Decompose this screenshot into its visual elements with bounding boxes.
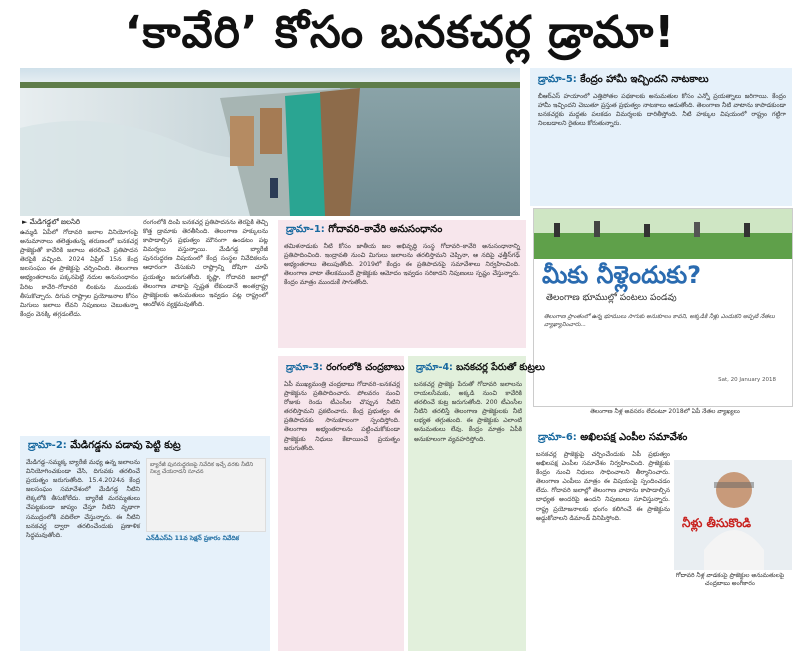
- drama4-heading: [410, 360, 545, 376]
- photo-caption: ► మేడిగడ్డలో జలసిరి: [22, 218, 81, 226]
- portrait-illustration: [674, 460, 792, 570]
- drama3-text: ఏపీ ముఖ్యమంత్రి చంద్రబాబు గోదావరి–బనకచర్ల ప్రాజెక్టును ప్రతిపాదించారు. పోలవరం నుంచి రోజుకు రెండు టీఎంసీల చొప్పున నీటిని తరలిస్తామని ప్రకటించారు. కేంద్ర ప్రభుత్వం ఈ ప్రతిపాదనకు సానుకూలంగా స్పందిస్తోంది. తెలంగాణ అభ్యంతరాలను పట్టించుకోకుండా ప్రాజెక్టుకు నిధులు కేటాయించే ప్రయత్నం జరుగుతోంది.: [284, 381, 400, 452]
- drama3-title: రంగంలోకి చంద్రబాబు: [326, 362, 405, 373]
- drama2-body: [26, 458, 140, 646]
- left-top-column: [20, 228, 138, 433]
- drama2-subheading-text: ఎన్‌డీఎస్‌ఏ 11వ సెక్షన్ ప్రకారం నివేదిక: [146, 535, 239, 542]
- clipping-subtitle: తెలంగాణ భూముల్లో పంటలు పండవు: [546, 293, 677, 303]
- mid-top-text: రంగంలోకి దింపి బనకచర్ల ప్రతిపాదనను తెరపైకి తెచ్చి కొత్త డ్రామాకు తెరతీసింది. తెలంగాణ హక్కులను కాపాడాల్సిన ప్రభుత్వం మౌనంగా ఉండటం పట్ల విమర్శలు వస్తున్నాయి. మేడిగడ్డ బ్యారేజీ పునరుద్ధరణ విషయంలో కేంద్ర సంస్థల నివేదికలను ఆధారంగా చేసుకుని రాష్ట్రాన్ని దోషిగా చూపే ప్రయత్నం జరుగుతోంది. కృష్ణా, గోదావరి జలాల్లో తెలంగాణ వాటాపై స్పష్టత లేకుండానే అంతర్రాష్ట్ర ప్రాజెక్టులకు అనుమతులు ఇవ్వడం పట్ల రాష్ట్రంలో ఆందోళన వ్యక్తమవుతోంది.: [143, 219, 268, 308]
- clipping-date: Sat, 20 January 2018: [718, 377, 776, 383]
- drama4-text: బనకచర్ల ప్రాజెక్టు పేరుతో గోదావరి జలాలను రాయలసీమకు, అక్కడి నుంచి కావేరికి తరలించే కుట్ర జరుగుతోంది. 200 టీఎంసీల నీటిని తరలిస్తే తెలంగాణ ప్రాజెక్టులకు నీటి లభ్యత తగ్గుతుంది. ఈ ప్రాజెక్టుకు ఎలాంటి అనుమతులు లేవు. కేంద్రం మాత్రం ఏపీకి అనుకూలంగా వ్యవహరిస్తోంది.: [414, 381, 522, 443]
- drama1-heading: [280, 222, 530, 238]
- drama2-tag: డ్రామా-2:: [28, 440, 67, 451]
- drama3-body: [284, 380, 400, 645]
- drama3-heading: [280, 360, 408, 376]
- drama5-body: [538, 92, 786, 202]
- left-top-text: ఉమ్మడి ఏపీలో గోదావరి జలాల వినియోగంపై అనుమానాలు తలెత్తుతున్న తరుణంలో బనకచర్ల ప్రాజెక్టుతో కావేరికి జలాలు తరలించే ప్రతిపాదన తెరపైకి వచ్చింది. 2024 ఏప్రిల్ 15న కేంద్ర జలసంఘం ఈ ప్రాజెక్టుపై చర్చించింది. తెలంగాణ అభ్యంతరాలను పక్కనపెట్టి నదుల అనుసంధానం పేరిట కావేరి–గోదావరి లింకును ముందుకు తీసుకొచ్చారు. దిగువ రాష్ట్రాల ప్రయోజనాల కోసం మిగులు జలాలు లేవని నిపుణులు చెబుతున్నా కేంద్రం వెనక్కి తగ్గడంలేదు.: [20, 229, 138, 318]
- drama1-body: [284, 242, 520, 342]
- drama3-tag: డ్రామా-3:: [286, 362, 323, 373]
- news-clipping: [533, 208, 793, 407]
- page-headline: ‘కావేరి’ కోసం బనకచర్ల డ్రామా!: [124, 7, 676, 58]
- portrait-label: నీళ్లు తీసుకొండి: [682, 516, 752, 530]
- drama2-title: మేడిగడ్డను పడావు పెట్టి కుట్ర: [70, 440, 181, 451]
- drama6-body: [536, 450, 670, 645]
- drama5-tag: డ్రామా-5:: [538, 74, 577, 85]
- drama6-heading: [532, 430, 796, 446]
- leader-portrait: [674, 460, 792, 570]
- drama1-title: గోదావరి–కావేరి అనుసంధానం: [328, 224, 443, 235]
- drama4-body: [414, 380, 522, 645]
- drama2-subheading: [146, 534, 264, 548]
- dam-illustration: [20, 68, 520, 216]
- drama2-heading: [22, 438, 274, 454]
- clipping-title: మీకు నీళ్లెందుకు?: [542, 261, 702, 289]
- drama4-tag: డ్రామా-4:: [416, 362, 453, 373]
- report-excerpt: [146, 458, 266, 532]
- portrait-caption: గోదావరి నీళ్ల వాడకంపై ప్రాజెక్టుల అనుమతులపై చంద్రబాబు అంగీకారం: [675, 572, 785, 587]
- field-photo: [534, 209, 792, 259]
- drama6-tag: డ్రామా-6:: [538, 432, 577, 443]
- drama4-title: బనకచర్ల పేరుతో కుట్రలు: [456, 362, 545, 373]
- dam-photo: [20, 68, 520, 216]
- drama5-text: బీఆర్ఎస్ హయాంలో ఎత్తిపోతల పథకాలకు అనుమతుల కోసం ఎన్నో ప్రయత్నాలు జరిగాయి. కేంద్రం హామీ ఇచ్చిందని చెబుతూ ప్రస్తుత ప్రభుత్వం నాటకాలు ఆడుతోంది. తెలంగాణ నీటి వాటాను కాపాడకుండా బనకచర్లకు మద్దతు పలకడం విమర్శలకు దారితీస్తోంది. నీటి హక్కుల విషయంలో రాష్ట్రం గట్టిగా నిలబడాలని రైతులు కోరుతున్నారు.: [538, 93, 786, 128]
- drama6-title: అఖిలపక్ష ఎంపీల సమావేశం: [580, 432, 688, 443]
- mid-top-column: [143, 218, 268, 430]
- clipping-caption: తెలంగాణ నీళ్ల అవసరం లేదంటూ 2018లో ఏపీ నేతల వ్యాఖ్యలు: [590, 408, 740, 415]
- report-excerpt-text: బ్యారేజీ పునరుద్ధరణపై నివేదిక ఇచ్చే వరకు నీటిని నిల్వ చేయరాదని సూచన: [150, 462, 254, 475]
- drama2-text: మేడిగడ్డ–సమ్మక్క బ్యారేజీ మధ్య ఉన్న జలాలను వినియోగించకుండా చేసి, దిగువకు తరలించే ప్రయత్నం జరుగుతోంది. 15.4.2024న కేంద్ర జలసంఘం సమావేశంలో మేడిగడ్డ నీటిని లెక్కలోకి తీసుకోలేదు. బ్యారేజీ మరమ్మతులు చేపట్టకుండా జాప్యం చేస్తూ నీటిని వృథాగా సముద్రంలోకి వదిలేలా చేస్తున్నారు. ఈ నీటిని బనకచర్ల ద్వారా తరలించేందుకు ప్రణాళిక సిద్ధమవుతోంది.: [26, 459, 140, 539]
- drama1-text: తమిళనాడుకు నీటి కోసం జాతీయ జల అభివృద్ధి సంస్థ గోదావరి–కావేరి అనుసంధానాన్ని ప్రతిపాదించింది. ఇంద్రావతి నుంచి మిగులు జలాలను తరలిస్తామని చెప్పినా, ఆ నదిపై ఛత్తీస్‌గఢ్ అభ్యంతరాలు తెలుపుతోంది. 2019లో కేంద్రం ఈ ప్రతిపాదనపై సమావేశాలు నిర్వహించింది. తెలంగాణ వాటా తేలకముందే ప్రాజెక్టుకు ఆమోదం ఇవ్వడం సరికాదని నిపుణులు స్పష్టం చేస్తున్నారు. కేంద్రం మాత్రం ముందుకే సాగుతోంది.: [284, 243, 520, 287]
- clipping-text: తెలంగాణ ప్రాంతంలో ఉన్న భూములు సాగుకు అనుకూలం కావని, అక్కడికి నీళ్లు ఎందుకని అప్పటి నేతలు వ్యాఖ్యానించారు...: [544, 314, 775, 328]
- drama5-title: కేంద్రం హామీ ఇచ్చిందని నాటకాలు: [580, 74, 709, 85]
- drama6-text: బనకచర్ల ప్రాజెక్టుపై చర్చించేందుకు ఏపీ ప్రభుత్వం అఖిలపక్ష ఎంపీల సమావేశం నిర్వహించింది. ప్రాజెక్టుకు కేంద్రం నుంచి నిధులు సాధించాలని తీర్మానించారు. తెలంగాణ ఎంపీలు మాత్రం ఈ విషయంపై స్పందించడం లేదు. గోదావరి జలాల్లో తెలంగాణ వాటాను కాపాడాల్సిన బాధ్యత అందరిపై ఉందని నిపుణులు సూచిస్తున్నారు. రాష్ట్ర ప్రయోజనాలకు భంగం కలిగించే ఈ ప్రాజెక్టును అడ్డుకోవాలని డిమాండ్ వినిపిస్తోంది.: [536, 451, 670, 522]
- drama5-heading: [532, 72, 796, 88]
- drama1-tag: డ్రామా-1:: [286, 224, 325, 235]
